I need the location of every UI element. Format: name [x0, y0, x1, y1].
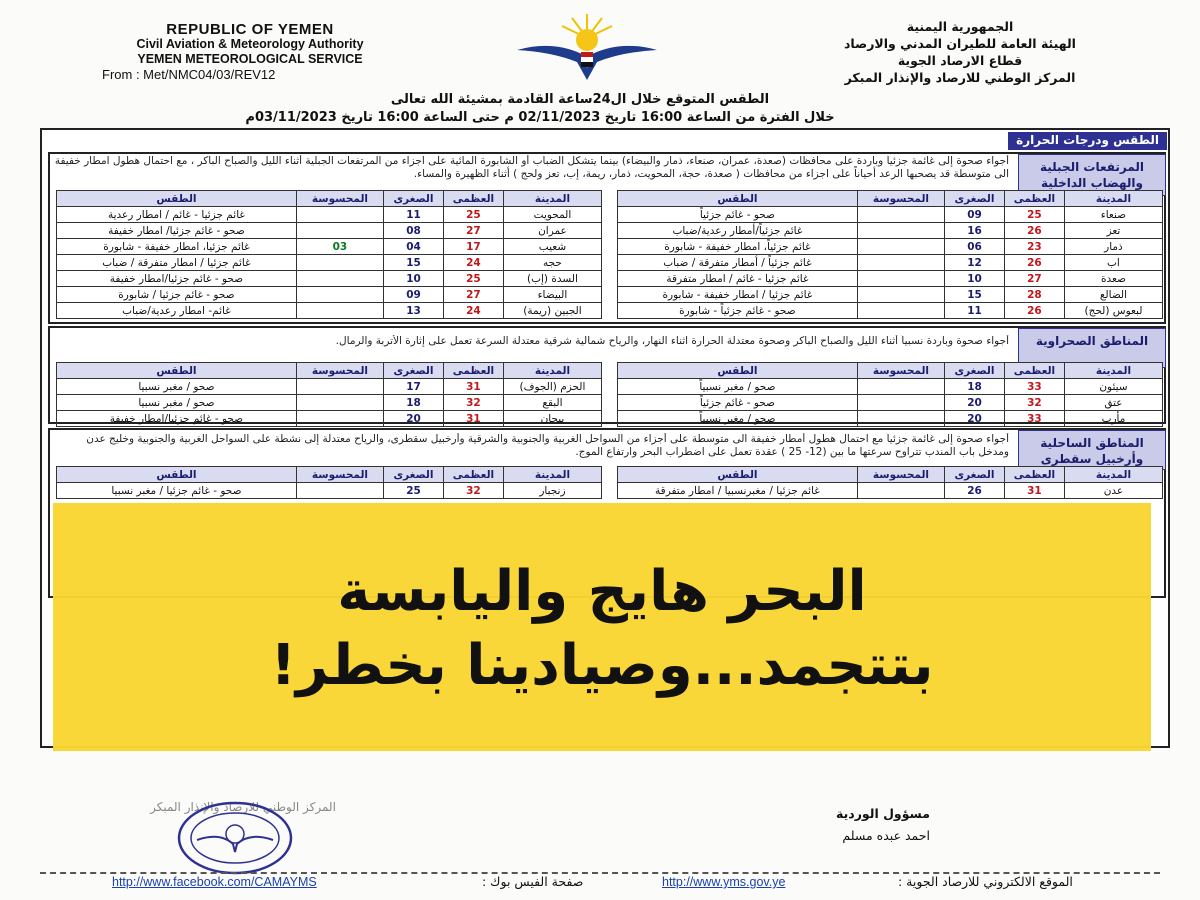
col-header-max: العظمى	[1004, 467, 1064, 483]
cell-felt	[296, 411, 383, 427]
col-header-city: المدينة	[503, 467, 601, 483]
cell-min: 10	[945, 271, 1005, 287]
cell-felt	[296, 395, 383, 411]
region-desc-desert: أجواء صحوة وباردة نسبياً أثناء الليل والصباح الباكر وصحوة معتدلة الحرارة اثناء النهار، والرياح شمالية شرقية معتدلة السرعة تعمل على إثارة الأتربة والرمال.	[335, 335, 1009, 347]
headline-line-1: البحر هايج واليابسة	[337, 559, 867, 624]
header-en-line-3: YEMEN METEOROLOGICAL SERVICE	[137, 52, 363, 66]
cell-max: 23	[1004, 239, 1064, 255]
table-row	[57, 271, 602, 287]
cell-max: 26	[1004, 255, 1064, 271]
weather-table-desert-right	[617, 362, 1163, 427]
weather-table-highlands-left	[56, 190, 602, 319]
cell-city: ذمار	[1064, 239, 1162, 255]
cell-weather: صحو / مغبر نسبياً	[618, 379, 858, 395]
header-arabic	[800, 18, 1120, 86]
cell-weather: غائم جزئيا - غائم / امطار متفرقة	[618, 271, 858, 287]
cell-felt: 03	[296, 239, 383, 255]
cell-min: 11	[384, 207, 444, 223]
table-row	[618, 395, 1163, 411]
cell-weather: غائم جزئيا / مغبرنسبيا / امطار متفرقة	[618, 483, 858, 499]
headline	[53, 555, 1151, 703]
cell-min: 25	[384, 483, 444, 499]
cell-min: 15	[945, 287, 1005, 303]
header-ar-line-2: الهيئة العامة للطيران المدني والارصاد	[844, 36, 1076, 51]
cell-felt	[296, 287, 383, 303]
forecast-title: الطقس المتوقع خلال ال24ساعة القادمة بمشيئة الله تعالى	[390, 92, 770, 107]
cell-weather: صحو - غائم جزئيا/امطار خفيفة	[57, 271, 297, 287]
header-en-line-4: From : Met/NMC04/03/REV12	[102, 67, 276, 82]
section-header: الطقس ودرجات الحرارة	[1008, 132, 1167, 150]
cell-weather: غائم جزئيا / امطار متفرقة / ضباب	[57, 255, 297, 271]
cell-city: البيضاء	[503, 287, 601, 303]
cell-felt	[296, 303, 383, 319]
footer-site-link[interactable]	[662, 874, 785, 889]
cell-min: 20	[945, 395, 1005, 411]
footer-site-label: الموقع الالكتروني للارصاد الجوية :	[898, 874, 1073, 889]
col-header-city: المدينة	[1064, 467, 1162, 483]
table-row	[618, 207, 1163, 223]
table-row	[57, 255, 602, 271]
cell-min: 09	[384, 287, 444, 303]
col-header-city: المدينة	[1064, 191, 1162, 207]
region-label-desert: المناطق الصحراوية	[1018, 328, 1166, 368]
table-header-row	[618, 191, 1163, 207]
cell-weather: صحو - غائم جزئياً	[618, 207, 858, 223]
col-header-max: العظمى	[1004, 363, 1064, 379]
cell-weather: غائم جزئياً/أمطار رعدية/ضباب	[618, 223, 858, 239]
cell-weather: غائم جزئياً / أمطار متفرقة / ضباب	[618, 255, 858, 271]
table-row	[618, 483, 1163, 499]
cell-min: 04	[384, 239, 444, 255]
col-header-max: العظمى	[443, 467, 503, 483]
col-header-min: الصغرى	[384, 191, 444, 207]
facebook-url[interactable]: http://www.facebook.com/CAMAYMS	[112, 875, 317, 889]
col-header-felt: المحسوسة	[857, 363, 944, 379]
region-desc-highlands: أجواء صحوة إلى غائمة جزئياً وباردة على محافظات (صعدة، عمران، صنعاء، ذمار والبيضاء) بينما يتشكل الضباب أو الشابورة المائية على اجزاء من المرتفعات الجبلية أثناء الليل والصباح الباكر ، مع احتمال هطول امطار خفيفة الى متوسطة قد يصحبها الرعد أحياناً على اجزاء من محافظات ( صعدة، حجة، المحويت، ذمار، ريمة، إب، تعز ولحج ) أثناء الظهيرة والمساء.	[54, 155, 1009, 180]
cell-felt	[857, 239, 944, 255]
col-header-weather: الطقس	[57, 467, 297, 483]
cell-min: 18	[384, 395, 444, 411]
cell-city: شعيب	[503, 239, 601, 255]
col-header-weather: الطقس	[618, 467, 858, 483]
cell-city: المحويت	[503, 207, 601, 223]
col-header-max: العظمى	[1004, 191, 1064, 207]
region-label-coastal: المناطق الساحلية وأرخبيل سقطرى	[1018, 430, 1166, 470]
table-header-row	[57, 467, 602, 483]
cell-felt	[857, 379, 944, 395]
col-header-city: المدينة	[503, 191, 601, 207]
cell-min: 20	[945, 411, 1005, 427]
cell-min: 09	[945, 207, 1005, 223]
cell-city: بيحان	[503, 411, 601, 427]
col-header-felt: المحسوسة	[296, 191, 383, 207]
header-ar-line-3: قطاع الارصاد الجوية	[897, 53, 1023, 68]
cell-city: تعز	[1064, 223, 1162, 239]
header-english	[70, 22, 430, 82]
cell-weather: صحو / مغبر نسبيا	[57, 395, 297, 411]
cell-min: 26	[945, 483, 1005, 499]
table-row	[57, 411, 602, 427]
cell-max: 24	[443, 255, 503, 271]
cell-max: 32	[443, 395, 503, 411]
cell-felt	[296, 483, 383, 499]
weather-table-highlands-right	[617, 190, 1163, 319]
weather-table-desert-left	[56, 362, 602, 427]
cell-min: 06	[945, 239, 1005, 255]
header-en-line-2: Civil Aviation & Meteorology Authority	[136, 37, 364, 51]
col-header-weather: الطقس	[57, 191, 297, 207]
col-header-felt: المحسوسة	[296, 467, 383, 483]
col-header-min: الصغرى	[945, 363, 1005, 379]
col-header-weather: الطقس	[57, 363, 297, 379]
table-row	[57, 303, 602, 319]
cell-city: الجبين (ريمة)	[503, 303, 601, 319]
cell-max: 33	[1004, 379, 1064, 395]
cell-weather: صحو - غائم جزئيا / شابورة	[57, 287, 297, 303]
region-desc-coastal: أجواء صحوة إلى غائمة جزئياً مع احتمال هطول أمطار خفيفة الى متوسطة على أجزاء من السواحل الغربية والجنوبية والشرقية وأرخبيل سقطرى، والرياح معتدلة إلى نشطة على السواحل الغربية والجنوبية وخليج عدن ومدخل باب المندب تتراوح سرعتها ما بين (12- 25 ) عقدة تعمل على اضطراب البحر وارتفاع الموج.	[86, 433, 1009, 458]
header-en-line-1: REPUBLIC OF YEMEN	[166, 21, 334, 38]
col-header-min: الصغرى	[384, 363, 444, 379]
col-header-max: العظمى	[443, 363, 503, 379]
cell-city: لبعوس (لحج)	[1064, 303, 1162, 319]
cell-max: 26	[1004, 303, 1064, 319]
footer-facebook-link[interactable]	[112, 874, 317, 889]
col-header-felt: المحسوسة	[296, 363, 383, 379]
footer-stamp-text: المركز الوطني للارصاد والإنذار المبكر	[150, 800, 336, 814]
table-header-row	[57, 363, 602, 379]
cell-city: صعدة	[1064, 271, 1162, 287]
forecast-period: خلال الفترة من الساعة 16:00 تاريخ 02/11/2023 م حتى الساعة 16:00 تاريخ 03/11/2023م	[245, 110, 835, 125]
table-row	[57, 483, 602, 499]
duty-name: احمد عبده مسلم	[842, 828, 930, 843]
col-header-city: المدينة	[1064, 363, 1162, 379]
cell-max: 25	[1004, 207, 1064, 223]
cell-city: الضالع	[1064, 287, 1162, 303]
col-header-weather: الطقس	[618, 191, 858, 207]
cell-min: 16	[945, 223, 1005, 239]
region-label-highlands: المرتفعات الجبلية والهضاب الداخلية	[1018, 154, 1166, 196]
footer-facebook-label: صفحة الفيس بوك :	[482, 874, 584, 889]
cell-felt	[296, 223, 383, 239]
cell-city: سيئون	[1064, 379, 1162, 395]
cell-min: 17	[384, 379, 444, 395]
table-row	[57, 207, 602, 223]
table-row	[618, 379, 1163, 395]
cell-felt	[857, 411, 944, 427]
cell-weather: غائم- امطار رعدية/ضباب	[57, 303, 297, 319]
cell-weather: صحو - غائم جزئياً - شابورة	[618, 303, 858, 319]
cell-weather: غائم جزئيا، امطار خفيفة - شابورة	[57, 239, 297, 255]
cell-felt	[857, 255, 944, 271]
table-row	[618, 411, 1163, 427]
col-header-felt: المحسوسة	[857, 467, 944, 483]
cell-felt	[857, 395, 944, 411]
cell-min: 10	[384, 271, 444, 287]
table-row	[618, 303, 1163, 319]
cell-city: السدة (إب)	[503, 271, 601, 287]
header-ar-line-4: المركز الوطني للارصاد والإنذار المبكر	[844, 70, 1076, 85]
cell-city: حجه	[503, 255, 601, 271]
col-header-max: العظمى	[443, 191, 503, 207]
cell-max: 17	[443, 239, 503, 255]
table-row	[57, 223, 602, 239]
cell-max: 31	[443, 411, 503, 427]
meteorology-logo-icon	[512, 10, 662, 90]
table-row	[57, 287, 602, 303]
cell-city: اب	[1064, 255, 1162, 271]
duty-officer	[836, 803, 930, 847]
cell-felt	[857, 287, 944, 303]
cell-weather: صحو - غائم جزئيا/ امطار خفيفة	[57, 223, 297, 239]
cell-min: 13	[384, 303, 444, 319]
col-header-min: الصغرى	[945, 467, 1005, 483]
cell-min: 08	[384, 223, 444, 239]
cell-city: عدن	[1064, 483, 1162, 499]
table-header-row	[57, 191, 602, 207]
cell-felt	[857, 303, 944, 319]
weather-table-coastal-left	[56, 466, 602, 499]
cell-max: 33	[1004, 411, 1064, 427]
cell-felt	[857, 271, 944, 287]
table-row	[57, 395, 602, 411]
table-header-row	[618, 363, 1163, 379]
cell-city: مأرب	[1064, 411, 1162, 427]
weather-table-coastal-right	[617, 466, 1163, 499]
cell-max: 32	[443, 483, 503, 499]
cell-min: 18	[945, 379, 1005, 395]
cell-max: 28	[1004, 287, 1064, 303]
cell-min: 11	[945, 303, 1005, 319]
header-ar-line-1: الجمهورية اليمنية	[906, 19, 1014, 34]
cell-max: 27	[443, 223, 503, 239]
cell-max: 32	[1004, 395, 1064, 411]
col-header-felt: المحسوسة	[857, 191, 944, 207]
col-header-weather: الطقس	[618, 363, 858, 379]
cell-felt	[296, 255, 383, 271]
cell-min: 12	[945, 255, 1005, 271]
cell-city: الحزم (الجوف)	[503, 379, 601, 395]
cell-max: 25	[443, 207, 503, 223]
cell-felt	[857, 223, 944, 239]
cell-min: 15	[384, 255, 444, 271]
cell-max: 27	[443, 287, 503, 303]
cell-max: 24	[443, 303, 503, 319]
cell-felt	[296, 207, 383, 223]
cell-city: عتق	[1064, 395, 1162, 411]
cell-felt	[857, 483, 944, 499]
cell-min: 20	[384, 411, 444, 427]
site-url[interactable]: http://www.yms.gov.ye	[662, 875, 786, 889]
cell-city: عمران	[503, 223, 601, 239]
cell-weather: صحو - غائم جزئيا / مغبر نسبيا	[57, 483, 297, 499]
table-row	[618, 223, 1163, 239]
cell-weather: صحو - غائم جزئيا/امطار خفيفة	[57, 411, 297, 427]
cell-max: 26	[1004, 223, 1064, 239]
table-row	[618, 287, 1163, 303]
cell-weather: غائم جزئيا / امطار خفيفة - شابورة	[618, 287, 858, 303]
cell-weather: صحو / مغبر نسبيا	[57, 379, 297, 395]
cell-city: زنجبار	[503, 483, 601, 499]
table-row	[618, 255, 1163, 271]
table-row	[618, 271, 1163, 287]
table-row	[57, 379, 602, 395]
cell-max: 31	[1004, 483, 1064, 499]
duty-title: مسؤول الوردية	[836, 806, 930, 821]
cell-weather: غائم جزئياً، امطار خفيفة - شابورة	[618, 239, 858, 255]
cell-felt	[857, 207, 944, 223]
cell-max: 27	[1004, 271, 1064, 287]
col-header-min: الصغرى	[945, 191, 1005, 207]
col-header-min: الصغرى	[384, 467, 444, 483]
cell-weather: صحو - غائم جزئياً	[618, 395, 858, 411]
cell-felt	[296, 271, 383, 287]
table-row	[618, 239, 1163, 255]
cell-max: 31	[443, 379, 503, 395]
cell-max: 25	[443, 271, 503, 287]
cell-weather: صحو / مغبر نسبياً	[618, 411, 858, 427]
cell-felt	[296, 379, 383, 395]
table-row	[57, 239, 602, 255]
official-stamp-icon	[175, 800, 295, 875]
headline-line-2: بتتجمد...وصيادينا بخطر!	[270, 633, 934, 698]
col-header-city: المدينة	[503, 363, 601, 379]
table-header-row	[618, 467, 1163, 483]
cell-weather: غائم جزئيا - غائم / امطار رعدية	[57, 207, 297, 223]
cell-city: صنعاء	[1064, 207, 1162, 223]
cell-city: البقع	[503, 395, 601, 411]
